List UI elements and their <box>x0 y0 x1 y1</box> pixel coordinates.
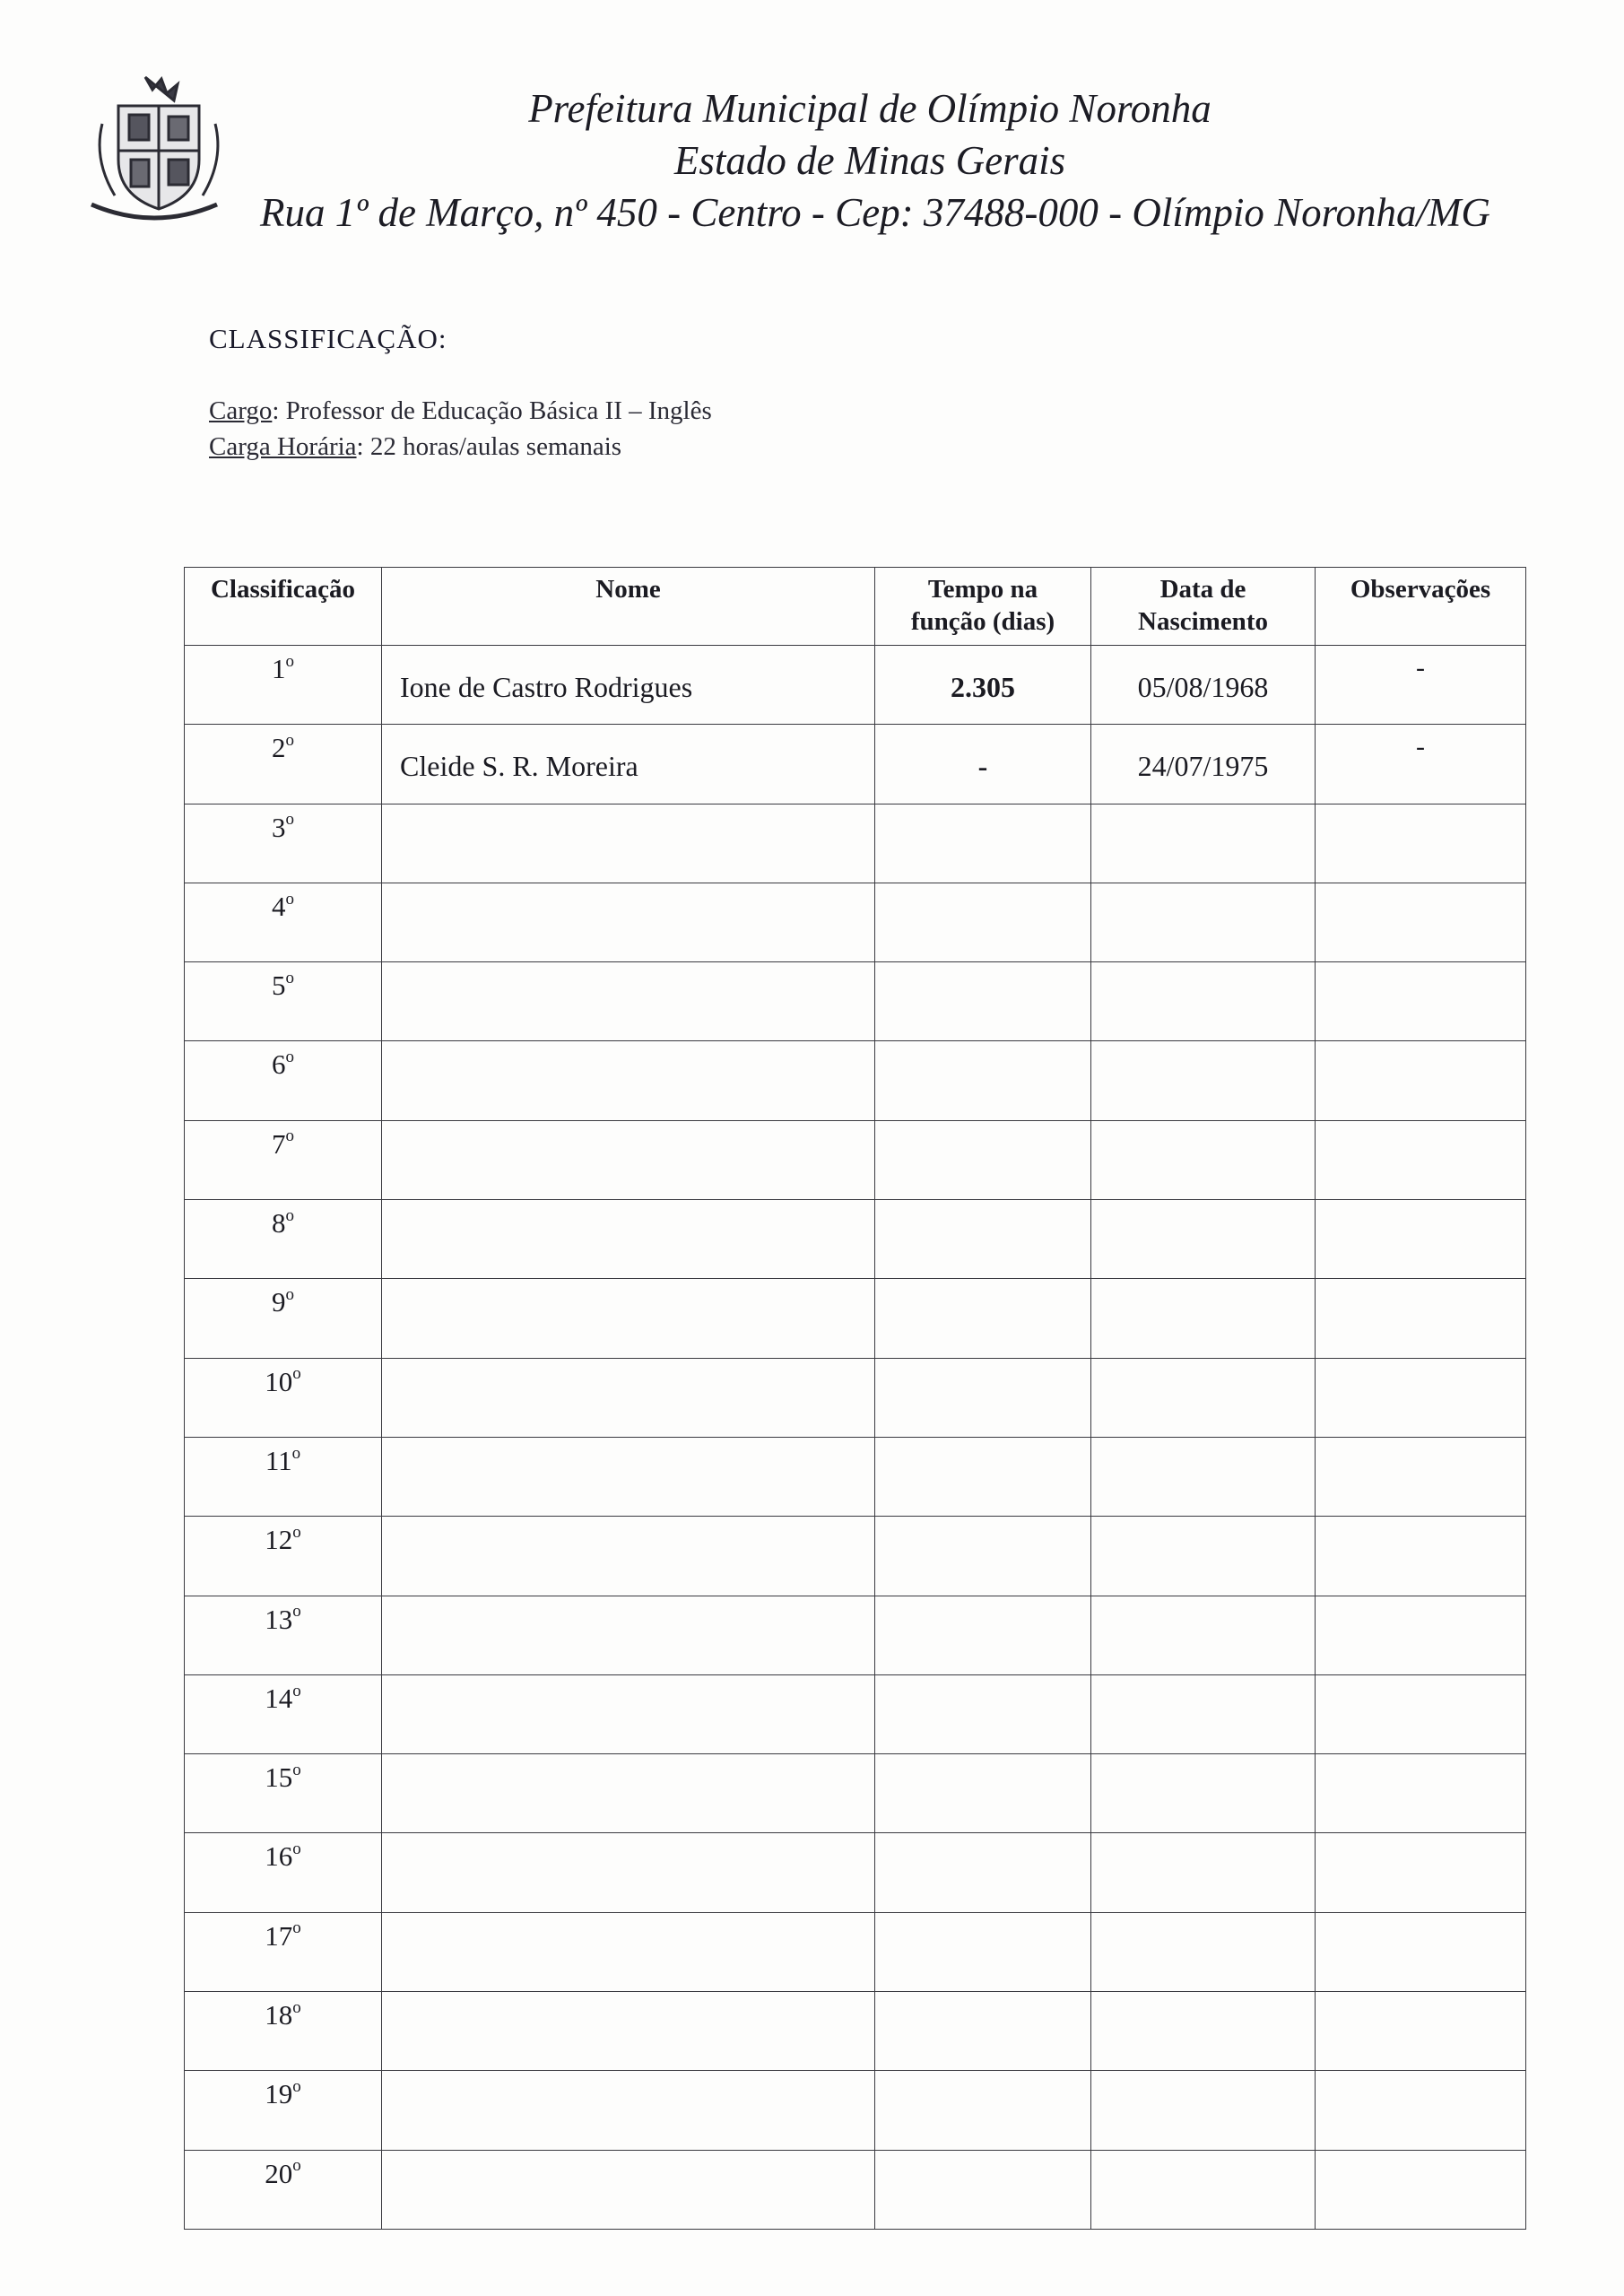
table-row <box>185 1200 1526 1279</box>
municipal-coat-of-arms-icon <box>83 70 226 222</box>
table-row <box>185 725 1526 804</box>
observations-cell <box>1316 1200 1526 1279</box>
table-row <box>185 1674 1526 1753</box>
candidate-name: Ione de Castro Rodrigues <box>400 671 693 703</box>
ordinal-suffix: o <box>292 1364 301 1384</box>
tempo-cell <box>875 1200 1091 1279</box>
table-row <box>185 1754 1526 1833</box>
rank-cell <box>185 1517 382 1596</box>
ordinal-suffix: o <box>292 1522 301 1542</box>
observations-cell <box>1316 804 1526 883</box>
rank-cell <box>185 804 382 883</box>
tempo-cell <box>875 725 1091 804</box>
tempo-cell <box>875 2150 1091 2229</box>
birth-date-cell <box>1091 1674 1316 1753</box>
birth-date-cell <box>1091 2071 1316 2150</box>
tempo-cell <box>875 1358 1091 1437</box>
birth-date-cell <box>1091 1754 1316 1833</box>
birth-date-cell <box>1091 1992 1316 2071</box>
observation-value: - <box>1416 732 1425 762</box>
tempo-value: - <box>977 750 988 783</box>
name-cell <box>382 2150 875 2229</box>
ordinal-suffix: o <box>292 2077 301 2097</box>
rank-number: 5 <box>272 970 286 1002</box>
tempo-cell <box>875 1674 1091 1753</box>
state-name: Estado de Minas Gerais <box>673 138 1066 183</box>
rank-cell <box>185 1200 382 1279</box>
observations-cell <box>1316 1833 1526 1912</box>
tempo-cell <box>875 1833 1091 1912</box>
letterhead <box>260 83 1490 239</box>
ordinal-suffix: o <box>292 1839 301 1859</box>
header-nascimento-line1: Data de <box>1159 575 1246 604</box>
observations-cell <box>1316 883 1526 961</box>
header-tempo <box>875 568 1091 646</box>
table-row <box>185 1041 1526 1120</box>
rank-cell <box>185 1754 382 1833</box>
name-cell <box>382 1041 875 1120</box>
observations-cell <box>1316 1912 1526 1991</box>
header-nascimento <box>1091 568 1316 646</box>
name-cell <box>382 1992 875 2071</box>
rank-number: 7 <box>272 1127 286 1160</box>
observations-cell <box>1316 1754 1526 1833</box>
observations-cell <box>1316 1279 1526 1358</box>
table-row <box>185 1120 1526 1199</box>
birth-date-cell <box>1091 1437 1316 1516</box>
observations-cell <box>1316 1041 1526 1120</box>
name-cell <box>382 1754 875 1833</box>
tempo-cell <box>875 1517 1091 1596</box>
ordinal-suffix: o <box>292 1681 301 1700</box>
ordinal-suffix: o <box>285 1285 294 1305</box>
carga-horaria-value: : 22 horas/aulas semanais <box>356 432 622 461</box>
name-cell <box>382 1358 875 1437</box>
name-cell <box>382 1674 875 1753</box>
rank-number: 17 <box>265 1919 293 1952</box>
name-cell <box>382 1833 875 1912</box>
observations-cell <box>1316 1120 1526 1199</box>
section-title: CLASSIFICAÇÃO: <box>209 323 447 354</box>
tempo-cell <box>875 883 1091 961</box>
classification-table <box>184 567 1526 2230</box>
rank-cell <box>185 1279 382 1358</box>
name-cell <box>382 1517 875 1596</box>
cargo-line <box>209 396 712 426</box>
rank-number: 16 <box>265 1840 293 1873</box>
table-row <box>185 1833 1526 1912</box>
tempo-cell <box>875 646 1091 725</box>
observations-cell <box>1316 1437 1526 1516</box>
birth-date-value: 24/07/1975 <box>1137 750 1269 783</box>
carga-horaria-label: Carga Horária <box>209 432 357 461</box>
address-line: Rua 1º de Março, nº 450 - Centro - Cep: 37488-000 - Olímpio Noronha/MG <box>260 190 1490 235</box>
observations-cell <box>1316 962 1526 1041</box>
rank-number: 13 <box>265 1603 293 1635</box>
header-nome: Nome <box>382 568 875 646</box>
tempo-cell <box>875 1596 1091 1674</box>
tempo-cell <box>875 1437 1091 1516</box>
table-row <box>185 1517 1526 1596</box>
ordinal-suffix: o <box>292 1997 301 2017</box>
table-row <box>185 1912 1526 1991</box>
ordinal-suffix: o <box>285 1205 294 1225</box>
rank-cell <box>185 2150 382 2229</box>
tempo-cell <box>875 1120 1091 1199</box>
birth-date-cell <box>1091 962 1316 1041</box>
observations-cell <box>1316 725 1526 804</box>
observations-cell <box>1316 2071 1526 2150</box>
tempo-cell <box>875 2071 1091 2150</box>
rank-number: 20 <box>265 2157 293 2189</box>
rank-number: 9 <box>272 1286 286 1318</box>
birth-date-cell <box>1091 1833 1316 1912</box>
rank-cell <box>185 1596 382 1674</box>
observations-cell <box>1316 1517 1526 1596</box>
rank-cell <box>185 2071 382 2150</box>
rank-cell <box>185 646 382 725</box>
tempo-cell <box>875 1754 1091 1833</box>
observations-cell <box>1316 2150 1526 2229</box>
table-row <box>185 2071 1526 2150</box>
table-row <box>185 1279 1526 1358</box>
birth-date-cell <box>1091 1912 1316 1991</box>
name-cell <box>382 1279 875 1358</box>
ordinal-suffix: o <box>292 1918 301 1938</box>
rank-cell <box>185 1912 382 1991</box>
rank-cell <box>185 1120 382 1199</box>
cargo-value: : Professor de Educação Básica II – Inglês <box>272 396 712 425</box>
ordinal-suffix: o <box>292 2156 301 2176</box>
ordinal-suffix: o <box>285 889 294 909</box>
table-row <box>185 646 1526 725</box>
name-cell <box>382 1120 875 1199</box>
header-tempo-line1: Tempo na <box>927 575 1038 604</box>
tempo-cell <box>875 1992 1091 2071</box>
rank-number: 19 <box>265 2078 293 2110</box>
rank-number: 8 <box>272 1207 286 1239</box>
rank-cell <box>185 1674 382 1753</box>
tempo-cell <box>875 1041 1091 1120</box>
name-cell <box>382 725 875 804</box>
table-row <box>185 1437 1526 1516</box>
table-row <box>185 962 1526 1041</box>
tempo-cell <box>875 962 1091 1041</box>
table-row <box>185 1596 1526 1674</box>
rank-number: 18 <box>265 1999 293 2031</box>
birth-date-cell <box>1091 2150 1316 2229</box>
carga-horaria-line <box>209 432 621 462</box>
cargo-label: Cargo <box>209 396 273 425</box>
birth-date-cell <box>1091 1596 1316 1674</box>
ordinal-suffix: o <box>285 651 294 671</box>
table-row <box>185 804 1526 883</box>
observations-cell <box>1316 1596 1526 1674</box>
rank-cell <box>185 1358 382 1437</box>
rank-number: 6 <box>272 1048 286 1081</box>
tempo-cell <box>875 1912 1091 1991</box>
observations-cell <box>1316 1674 1526 1753</box>
municipality-name: Prefeitura Municipal de Olímpio Noronha <box>528 86 1211 131</box>
name-cell <box>382 1200 875 1279</box>
rank-cell <box>185 725 382 804</box>
rank-cell <box>185 1992 382 2071</box>
table-row <box>185 883 1526 961</box>
observations-cell <box>1316 646 1526 725</box>
ordinal-suffix: o <box>292 1602 301 1622</box>
table-row <box>185 2150 1526 2229</box>
ordinal-suffix: o <box>285 968 294 987</box>
name-cell <box>382 1596 875 1674</box>
birth-date-cell <box>1091 1358 1316 1437</box>
ordinal-suffix: o <box>285 1048 294 1067</box>
rank-cell <box>185 1041 382 1120</box>
rank-number: 1 <box>272 653 286 684</box>
birth-date-cell <box>1091 725 1316 804</box>
table-row <box>185 1992 1526 2071</box>
rank-cell <box>185 1833 382 1912</box>
table-header-row <box>185 568 1526 646</box>
tempo-cell <box>875 804 1091 883</box>
name-cell <box>382 646 875 725</box>
name-cell <box>382 962 875 1041</box>
header-observacoes: Observações <box>1316 568 1526 646</box>
rank-cell <box>185 883 382 961</box>
ordinal-suffix: o <box>292 1760 301 1779</box>
ordinal-suffix: o <box>285 1126 294 1146</box>
birth-date-cell <box>1091 804 1316 883</box>
ordinal-suffix: o <box>285 730 294 750</box>
rank-number: 10 <box>265 1365 293 1397</box>
header-classificacao: Classificação <box>185 568 382 646</box>
tempo-value: 2.305 <box>951 671 1015 703</box>
name-cell <box>382 1912 875 1991</box>
name-cell <box>382 883 875 961</box>
table-row <box>185 1358 1526 1437</box>
birth-date-cell <box>1091 1200 1316 1279</box>
header-tempo-line2: função (dias) <box>910 607 1055 636</box>
rank-number: 15 <box>265 1761 293 1794</box>
rank-number: 4 <box>272 890 286 922</box>
rank-number: 12 <box>265 1524 293 1556</box>
birth-date-cell <box>1091 1279 1316 1358</box>
name-cell <box>382 1437 875 1516</box>
rank-cell <box>185 962 382 1041</box>
rank-number: 3 <box>272 811 286 843</box>
birth-date-cell <box>1091 883 1316 961</box>
observations-cell <box>1316 1358 1526 1437</box>
rank-cell <box>185 1437 382 1516</box>
birth-date-cell <box>1091 1517 1316 1596</box>
ordinal-suffix: o <box>285 810 294 830</box>
rank-number: 2 <box>272 732 286 764</box>
observation-value: - <box>1416 653 1425 683</box>
ordinal-suffix: o <box>291 1443 301 1463</box>
observations-cell <box>1316 1992 1526 2071</box>
header-nascimento-line2: Nascimento <box>1138 607 1268 636</box>
birth-date-cell <box>1091 1041 1316 1120</box>
birth-date-cell <box>1091 646 1316 725</box>
candidate-name: Cleide S. R. Moreira <box>400 750 638 783</box>
birth-date-cell <box>1091 1120 1316 1199</box>
birth-date-value: 05/08/1968 <box>1137 671 1269 703</box>
tempo-cell <box>875 1279 1091 1358</box>
rank-number: 14 <box>265 1682 293 1714</box>
name-cell <box>382 804 875 883</box>
name-cell <box>382 2071 875 2150</box>
rank-number: 11 <box>265 1444 292 1476</box>
